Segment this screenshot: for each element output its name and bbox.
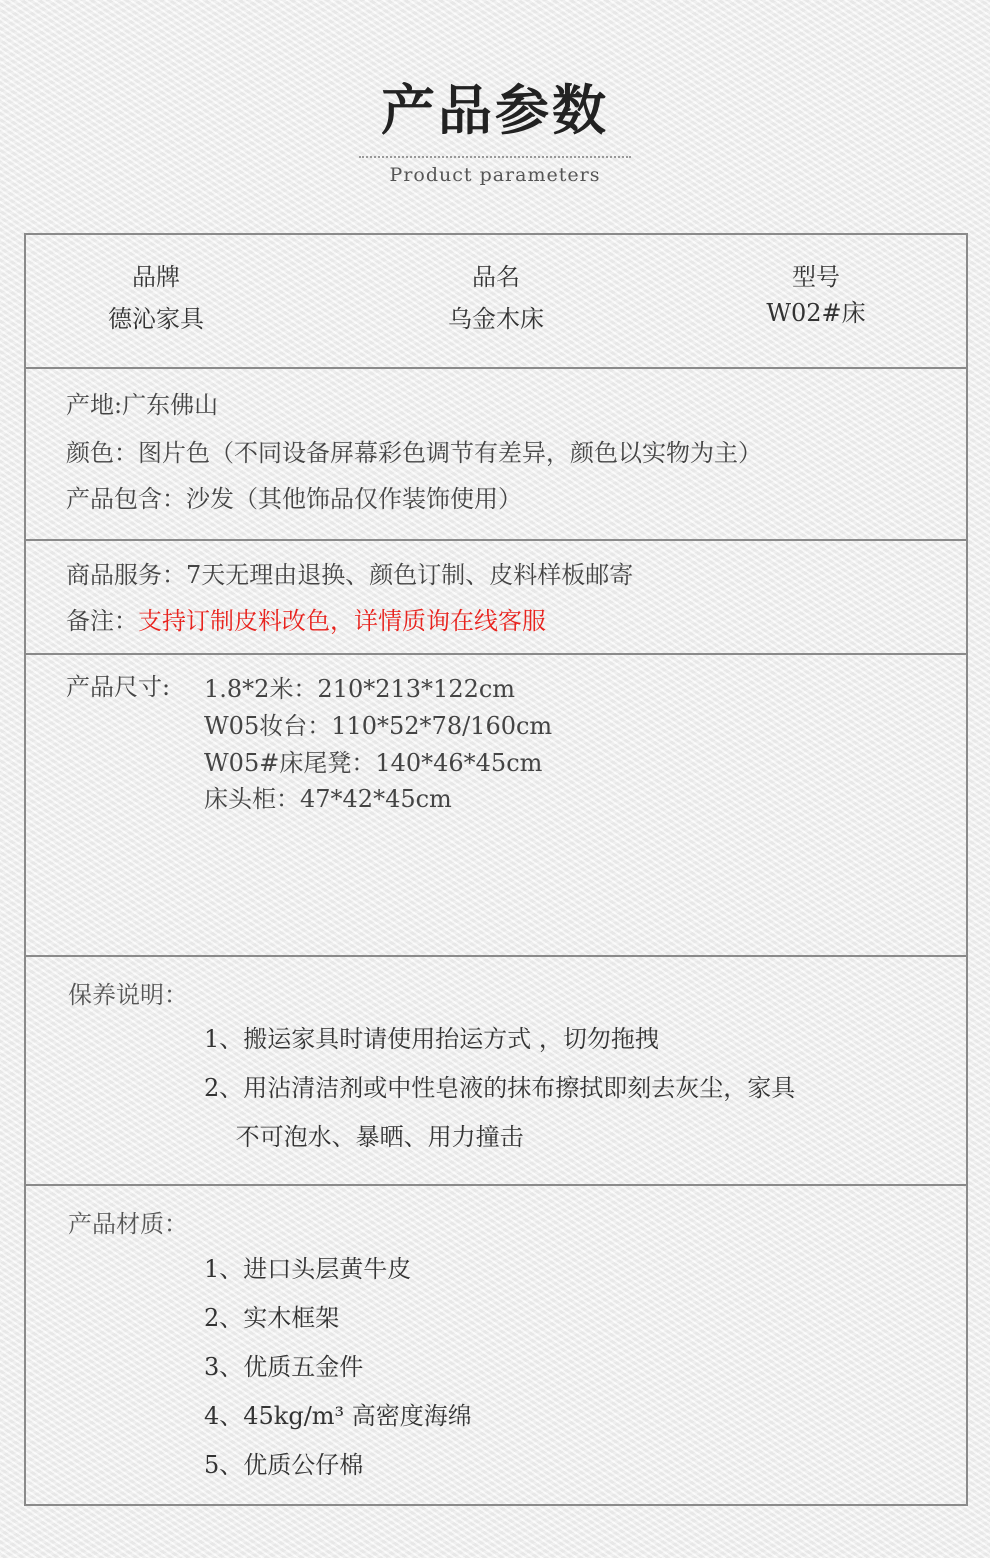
page-subtitle: Product parameters xyxy=(389,164,601,186)
size-label: 产品尺寸: xyxy=(66,673,171,701)
origin-section xyxy=(26,369,966,541)
size-section xyxy=(26,655,966,957)
service-text: 商品服务：7天无理由退换、颜色订制、皮料样板邮寄 xyxy=(66,561,634,589)
brand-cell xyxy=(66,261,246,335)
model-label: 型号 xyxy=(792,263,840,291)
note-value: 支持订制皮料改色，详情质询在线客服 xyxy=(138,607,546,635)
material-item: 1、进口头层黄牛皮 xyxy=(204,1255,412,1283)
model-value: W02#床 xyxy=(766,299,866,327)
care-section xyxy=(26,957,966,1186)
care-item: 1、搬运家具时请使用抬运方式 ，切勿拖拽 xyxy=(204,1025,659,1053)
size-list xyxy=(204,671,552,816)
service-section xyxy=(26,541,966,655)
brand-label: 品牌 xyxy=(132,263,180,291)
care-item: 2、用沾清洁剂或中性皂液的抹布擦拭即刻去灰尘，家具 xyxy=(204,1074,796,1102)
material-list xyxy=(204,1245,472,1490)
material-item: 4、45kg/m³ 高密度海绵 xyxy=(204,1402,472,1430)
name-value: 乌金木床 xyxy=(448,305,544,333)
origin-text: 产地:广东佛山 xyxy=(66,391,219,419)
page-title: 产品参数 xyxy=(381,79,609,142)
title-divider xyxy=(359,156,631,158)
parameter-table xyxy=(24,233,968,1506)
material-item: 5、优质公仔棉 xyxy=(204,1451,364,1479)
size-line: W05#床尾凳：140*46*45cm xyxy=(204,749,543,777)
model-cell xyxy=(726,261,906,329)
care-label: 保养说明： xyxy=(68,981,188,1009)
material-item: 3、优质五金件 xyxy=(204,1353,364,1381)
includes-text: 产品包含：沙发（其他饰品仅作装饰使用） xyxy=(66,485,522,513)
note-label: 备注： xyxy=(66,607,138,635)
material-section xyxy=(26,1186,966,1506)
name-cell xyxy=(406,261,586,335)
size-line: W05妆台：110*52*78/160cm xyxy=(204,712,553,740)
size-line: 1.8*2米：210*213*122cm xyxy=(204,675,516,703)
basic-info-section xyxy=(26,235,966,369)
color-text: 颜色：图片色（不同设备屏幕彩色调节有差异，颜色以实物为主） xyxy=(66,439,762,467)
note-row xyxy=(66,605,546,637)
brand-value: 德沁家具 xyxy=(108,305,204,333)
material-item: 2、实木框架 xyxy=(204,1304,340,1332)
name-label: 品名 xyxy=(472,263,520,291)
size-line: 床头柜：47*42*45cm xyxy=(204,785,452,813)
material-label: 产品材质： xyxy=(68,1210,188,1238)
care-item: 不可泡水、暴晒、用力撞击 xyxy=(204,1123,524,1151)
page-header xyxy=(0,72,990,186)
care-list xyxy=(204,1015,795,1162)
